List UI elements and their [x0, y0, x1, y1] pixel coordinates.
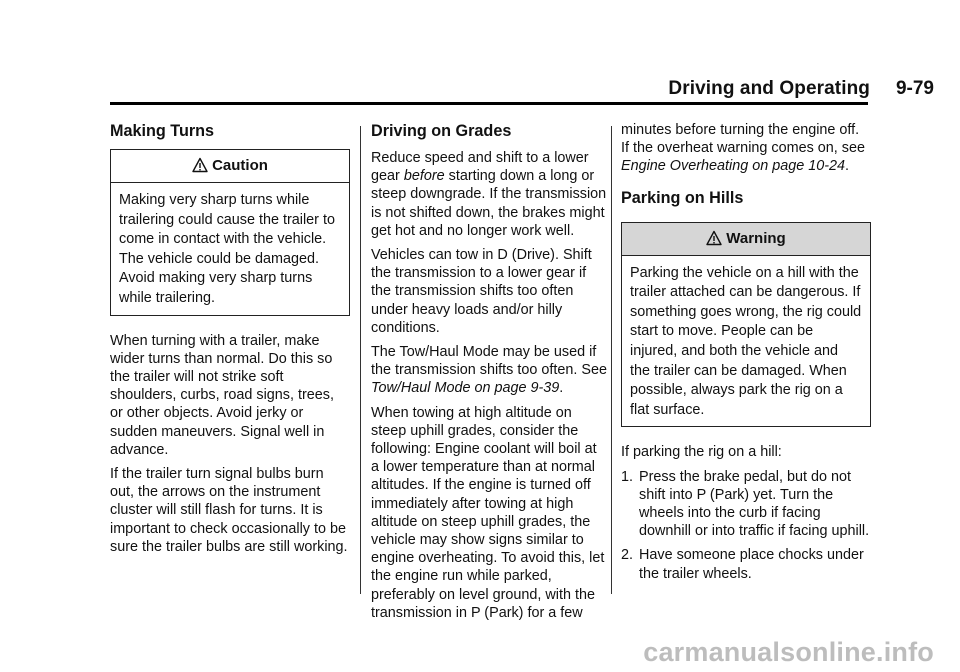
paragraph — [621, 121, 871, 176]
steps-list — [621, 468, 871, 583]
caution-box — [110, 149, 350, 316]
column-divider — [611, 126, 612, 594]
step-text: Have someone place chocks under the trailer wheels. — [639, 547, 864, 582]
warning-icon — [192, 157, 208, 181]
list-item — [621, 546, 871, 582]
text-run: The Tow/Haul Mode may be used if the transmission shifts too often. See — [371, 344, 607, 379]
column-divider — [360, 126, 361, 594]
paragraph: When turning with a trailer, make wider turns than normal. Do this so the trailer will not strike soft shoulders, curbs, road signs, trees, or other objects. Avoid jerky or sudden maneuvers. Signal well in advance. — [110, 332, 334, 458]
watermark: carmanualsonline.info — [643, 637, 934, 667]
paragraph: If parking the rig on a hill: — [621, 444, 782, 461]
list-item — [621, 468, 871, 541]
text-run: minutes before turning the engine off. If the overheat warning comes on, see — [621, 122, 865, 157]
caution-body: Making very sharp turns while trailering could cause the trailer to come in contact with the vehicle. The vehicle could be damaged. Avoid making very sharp turns while trailering. — [119, 192, 335, 306]
cross-reference-link[interactable]: Engine Overheating on page 10-24 — [621, 158, 846, 175]
column-1 — [110, 121, 350, 562]
warning-box — [621, 222, 871, 428]
text-run: . — [845, 158, 850, 175]
warning-title: Warning — [726, 229, 786, 247]
paragraph — [371, 149, 608, 240]
step-number: 1. — [621, 468, 634, 485]
caution-title: Caution — [212, 157, 268, 174]
warning-body: Parking the vehicle on a hill with the trailer attached can be dangerous. If something goes wrong, the rig could start to move. People can be injured, and both the vehicle and the trailer can be damaged. When possible, always park the rig on a flat surface. — [630, 264, 862, 418]
header-title: Driving and Operating — [668, 78, 870, 99]
section-heading-making-turns: Making Turns — [110, 122, 215, 140]
header-rule — [110, 102, 868, 105]
page-number: 9-79 — [895, 78, 934, 99]
cross-reference-link[interactable]: Tow/Haul Mode on page 9-39 — [371, 380, 560, 397]
text-run: Reduce speed and shift to a lower gear — [371, 150, 589, 185]
warning-icon — [706, 230, 722, 254]
warning-header — [622, 223, 870, 256]
paragraph: When towing at high altitude on steep uphill grades, consider the following: Engine coolant will boil at a lower temperature than at normal altitudes. If the engine is turned off immediately after towing at high altitude on steep uphill grades, the vehicle may show signs similar to engine overheating. To avoid this, let the engine run while parked, preferably on level ground, with the transmission in P (Park) for a few — [371, 404, 605, 621]
emphasis-text: before — [403, 168, 445, 185]
caution-header — [111, 150, 349, 183]
text-run: starting down a long or steep downgrade. If the transmission is not shifted down, the brakes might get hot and no longer work well. — [371, 168, 607, 239]
section-heading-driving-on-grades: Driving on Grades — [371, 122, 512, 140]
step-number: 2. — [621, 547, 634, 564]
section-heading-parking-on-hills: Parking on Hills — [621, 188, 744, 207]
paragraph — [371, 343, 608, 398]
step-text: Press the brake pedal, but do not shift into P (Park) yet. Turn the wheels into the curb if facing downhill or into traffic if facing uphill. — [639, 468, 870, 540]
column-3 — [621, 121, 871, 589]
text-run: . — [559, 380, 564, 397]
paragraph: Vehicles can tow in D (Drive). Shift the transmission to a lower gear if the transmission shifts too often under heavy loads and/or hilly conditions. — [371, 247, 592, 336]
column-2 — [371, 121, 608, 628]
paragraph: If the trailer turn signal bulbs burn out, the arrows on the instrument cluster will still flash for turns. It is important to check occasionally to be sure the trailer bulbs are still working. — [110, 465, 348, 555]
